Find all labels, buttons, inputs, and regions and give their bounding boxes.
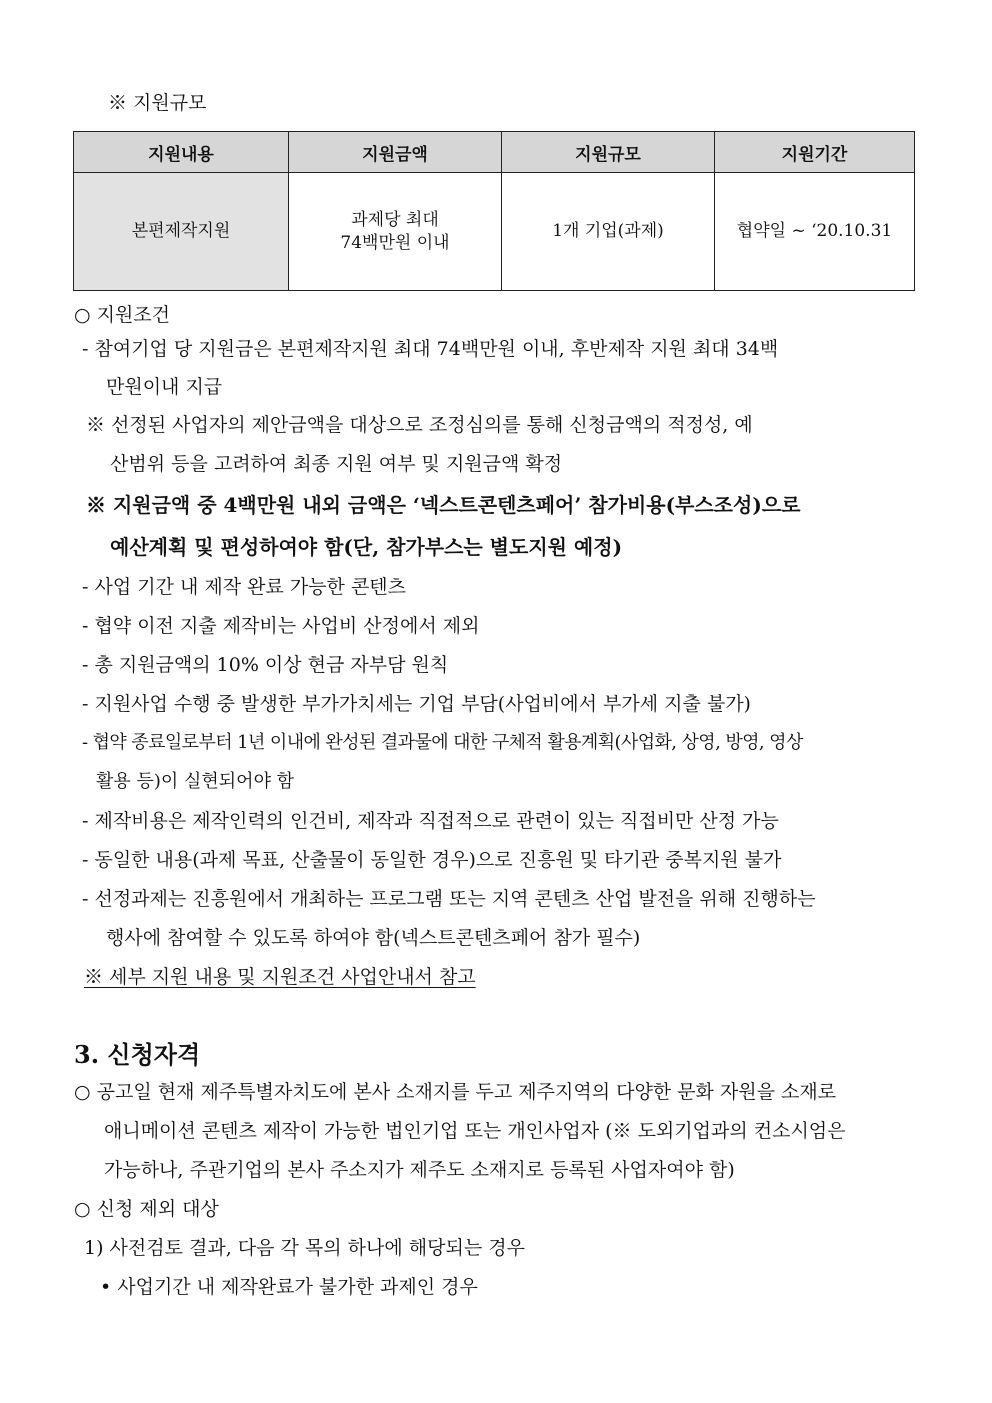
condition-line-5: - 총 지원금액의 10% 이상 현금 자부담 원칙 — [82, 654, 449, 676]
amount-line-1: 과제당 최대 — [351, 209, 439, 230]
header-support-scale: 지원규모 — [502, 132, 715, 173]
cell-support-period: 협약일 ~ ‘20.10.31 — [715, 173, 915, 291]
header-support-content: 지원내용 — [74, 132, 289, 173]
condition-note-1: ※ 선정된 사업자의 제안금액을 대상으로 조정심의를 통해 신청금액의 적정성, 예 — [86, 414, 753, 436]
table-header-row — [74, 132, 915, 173]
cell-support-content: 본편제작지원 — [74, 173, 289, 291]
condition-line-3: - 사업 기간 내 제작 완료 가능한 콘텐츠 — [82, 576, 407, 598]
header-support-amount: 지원금액 — [289, 132, 502, 173]
eligibility-line-1: ○ 공고일 현재 제주특별자치도에 본사 소재지를 두고 제주지역의 다양한 문화 자원을 소재로 — [74, 1081, 837, 1103]
condition-line-8: - 제작비용은 제작인력의 인건비, 제작과 직접적으로 관련이 있는 직접비만 산정 가능 — [82, 810, 779, 832]
table-row — [74, 173, 915, 291]
cell-support-amount — [289, 173, 502, 291]
condition-line-4: - 협약 이전 지출 제작비는 사업비 산정에서 제외 — [82, 615, 480, 637]
condition-line-9: - 동일한 내용(과제 목표, 산출물이 동일한 경우)으로 진흥원 및 타기관 중복지원 불가 — [82, 849, 782, 871]
condition-line-1: - 참여기업 당 지원금은 본편제작지원 최대 74백만원 이내, 후반제작 지원 최대 34백 — [82, 338, 779, 360]
eligibility-line-2: 애니메이션 콘텐츠 제작이 가능한 법인기업 또는 개인사업자 (※ 도외기업과의 컨소시엄은 — [104, 1120, 846, 1142]
conditions-heading: ○ 지원조건 — [74, 304, 171, 326]
condition-line-10-cont: 행사에 참여할 수 있도록 하여야 함(넥스트콘텐츠페어 참가 필수) — [106, 927, 641, 949]
exclusion-item-1: 1) 사전검토 결과, 다음 각 목의 하나에 해당되는 경우 — [84, 1237, 525, 1259]
condition-line-7-cont: 활용 등)이 실현되어야 함 — [96, 771, 295, 792]
condition-note-2-cont: 예산계획 및 편성하여야 함(단, 참가부스는 별도지원 예정) — [110, 535, 623, 559]
section-3-title: 3. 신청자격 — [74, 1040, 201, 1069]
exclusion-bullet-1: • 사업기간 내 제작완료가 불가한 과제인 경우 — [100, 1276, 478, 1298]
condition-reference-note: ※ 세부 지원 내용 및 지원조건 사업안내서 참고 — [84, 966, 476, 988]
cell-support-scale: 1개 기업(과제) — [502, 173, 715, 291]
condition-line-7: - 협약 종료일로부터 1년 이내에 완성된 결과물에 대한 구체적 활용계획(사업화, 상영, 방영, 영상 — [82, 732, 803, 753]
condition-line-6: - 지원사업 수행 중 발생한 부가가치세는 기업 부담(사업비에서 부가세 지출 불가) — [82, 693, 751, 715]
condition-note-2: ※ 지원금액 중 4백만원 내외 금액은 ‘넥스트콘텐츠페어’ 참가비용(부스조성)으로 — [86, 493, 801, 517]
condition-line-10: - 선정과제는 진흥원에서 개최하는 프로그램 또는 지역 콘텐츠 산업 발전을 위해 진행하는 — [82, 888, 816, 910]
header-support-period: 지원기간 — [715, 132, 915, 173]
support-scale-table — [73, 131, 915, 291]
condition-line-2: 만원이내 지급 — [106, 376, 223, 398]
eligibility-line-3: 가능하나, 주관기업의 본사 주소지가 제주도 소재지로 등록된 사업자여야 함) — [104, 1159, 735, 1181]
condition-note-1-cont: 산범위 등을 고려하여 최종 지원 여부 및 지원금액 확정 — [110, 453, 563, 475]
amount-line-2: 74백만원 이내 — [340, 232, 450, 253]
support-scale-note: ※ 지원규모 — [108, 92, 207, 114]
exclusion-heading: ○ 신청 제외 대상 — [74, 1198, 219, 1220]
